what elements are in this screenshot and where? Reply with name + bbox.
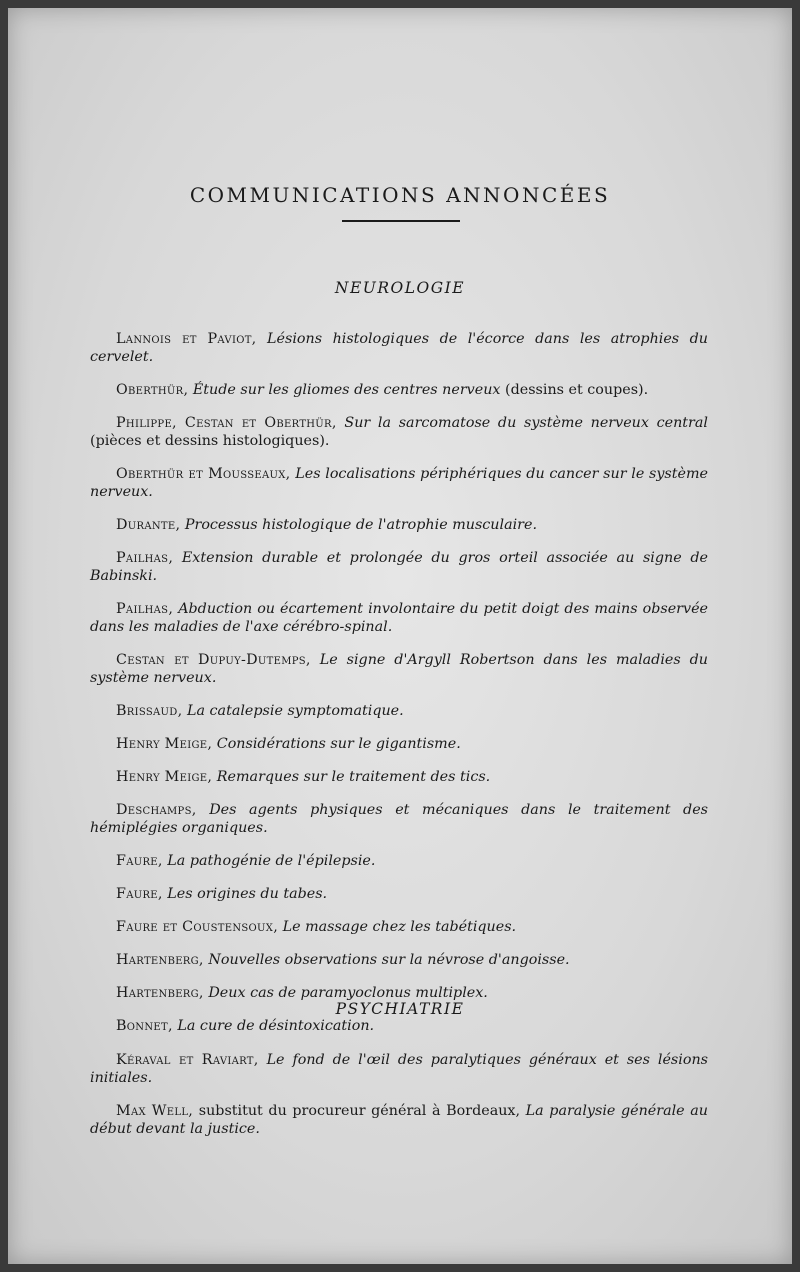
entry-authors: Hartenberg, <box>116 952 204 968</box>
psychiatrie-entries <box>90 1051 708 1153</box>
entry-title: Deux cas de paramyoclonus multiplex. <box>208 985 488 1001</box>
list-item <box>90 381 708 399</box>
entry-title: Les localisations périphériques du cancer sur le système nerveux. <box>90 466 708 500</box>
section-heading-neurologie: NEUROLOGIE <box>334 279 466 297</box>
list-item <box>90 330 708 366</box>
entry-title: La cure de désintoxication. <box>177 1018 375 1034</box>
list-item <box>90 918 708 936</box>
entry-title: Le fond de l'œil des paralytiques généraux et ses lésions initiales. <box>90 1052 708 1086</box>
neurologie-entries <box>90 330 708 1050</box>
entry-authors: Philippe, Cestan et Oberthür, <box>116 415 337 431</box>
list-item <box>90 951 708 969</box>
entry-title: Le signe d'Argyll Robertson dans les maladies du système nerveux. <box>90 652 709 686</box>
list-item <box>90 735 708 753</box>
entry-authors: Lannois et Paviot, <box>116 331 257 347</box>
entry-authors: Pailhas, <box>116 550 174 566</box>
entry-authors: Bonnet, <box>116 1018 173 1034</box>
entry-title: Le massage chez les tabétiques. <box>282 919 517 935</box>
entry-authors: Faure, <box>116 853 163 869</box>
entry-authors: Oberthür et Mousseaux, <box>116 466 291 482</box>
entry-authors: Henry Meige, <box>116 736 213 752</box>
list-item <box>90 885 708 903</box>
page-title: COMMUNICATIONS ANNONCÉES <box>189 183 611 208</box>
entry-title: La pathogénie de l'épilepsie. <box>167 853 376 869</box>
entry-title: Des agents physiques et mécaniques dans le traitement des hémiplégies organiques. <box>90 802 708 836</box>
document-page <box>8 8 792 1264</box>
entry-title: Lésions histologiques de l'écorce dans les atrophies du cervelet. <box>90 331 709 365</box>
entry-authors: Hartenberg, <box>116 985 204 1001</box>
entry-title: Remarques sur le traitement des tics. <box>216 769 491 785</box>
entry-authors: Brissaud, <box>116 703 183 719</box>
entry-title: La catalepsie symptomatique. <box>186 703 404 719</box>
entry-title: La paralysie générale au début devant la justice. <box>90 1103 708 1137</box>
entry-title: Processus histologique de l'atrophie musculaire. <box>184 517 538 533</box>
list-item <box>90 516 708 534</box>
list-item <box>90 651 708 687</box>
list-item <box>90 1051 708 1087</box>
list-item <box>90 549 708 585</box>
entry-authors: Cestan et Dupuy-Dutemps, <box>116 652 311 668</box>
entry-title: Sur la sarcomatose du système nerveux central <box>344 415 708 431</box>
title-divider <box>342 220 460 222</box>
list-item <box>90 801 708 837</box>
section-heading-psychiatrie: PSYCHIATRIE <box>335 1000 465 1018</box>
list-item <box>90 702 708 720</box>
list-item <box>90 852 708 870</box>
entry-note: (pièces et dessins histologiques). <box>90 433 330 449</box>
entry-authors: Durante, <box>116 517 181 533</box>
list-item <box>90 414 708 450</box>
entry-note: (dessins et coupes). <box>500 382 649 398</box>
entry-title: Abduction ou écartement involontaire du petit doigt des mains observée dans les maladies de l'axe cérébro-spinal. <box>90 601 708 635</box>
entry-affiliation: substitut du procureur général à Bordeaux, <box>193 1103 526 1119</box>
list-item <box>90 768 708 786</box>
list-item <box>90 1102 708 1138</box>
entry-authors: Pailhas, <box>116 601 174 617</box>
list-item <box>90 465 708 501</box>
entry-authors: Henry Meige, <box>116 769 213 785</box>
entry-title: Les origines du tabes. <box>167 886 328 902</box>
list-item <box>90 1017 708 1035</box>
entry-authors: Faure et Coustensoux, <box>116 919 279 935</box>
entry-title: Extension durable et prolongée du gros orteil associée au signe de Babinski. <box>90 550 708 584</box>
entry-authors: Kéraval et Raviart, <box>116 1052 259 1068</box>
list-item <box>90 600 708 636</box>
entry-title: Étude sur les gliomes des centres nerveux <box>192 382 501 398</box>
entry-authors: Oberthür, <box>116 382 189 398</box>
entry-title: Considérations sur le gigantisme. <box>216 736 461 752</box>
entry-authors: Faure, <box>116 886 163 902</box>
entry-authors: Max Well, <box>116 1103 194 1119</box>
entry-title: Nouvelles observations sur la névrose d'angoisse. <box>208 952 570 968</box>
entry-authors: Deschamps, <box>116 802 197 818</box>
